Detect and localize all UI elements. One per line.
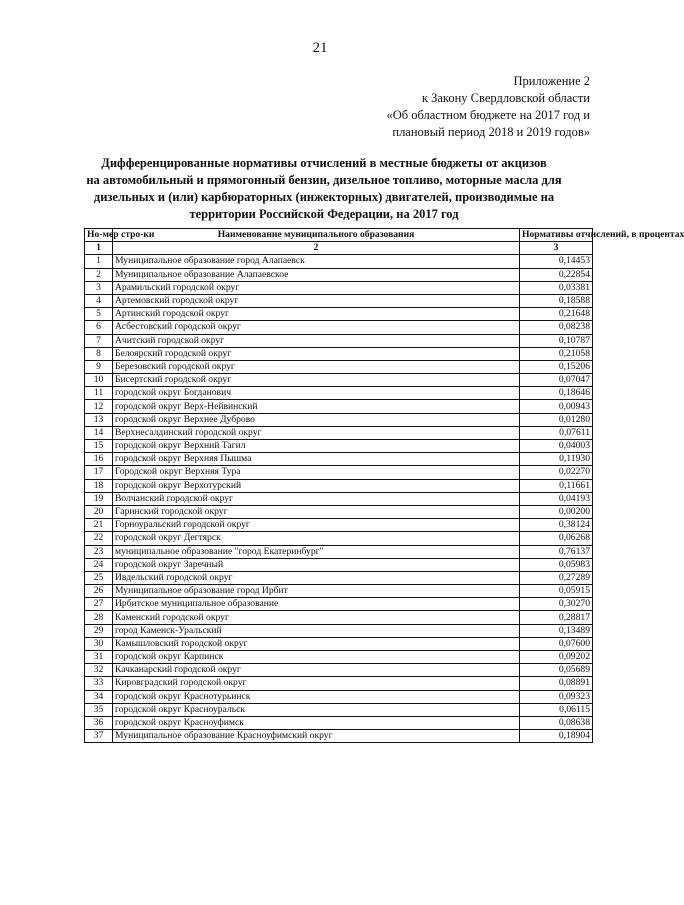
municipality-name: Верхнесалдинский городской округ xyxy=(113,426,520,439)
norm-value: 0,13489 xyxy=(520,624,593,637)
table-body xyxy=(85,255,593,743)
norm-value: 0,04003 xyxy=(520,440,593,453)
municipality-name: городской округ Богданович xyxy=(113,387,520,400)
municipality-name: городской округ Заречный xyxy=(113,558,520,571)
norm-value: 0,11930 xyxy=(520,453,593,466)
column-number-row xyxy=(85,242,593,255)
row-number: 13 xyxy=(85,413,113,426)
table-row xyxy=(85,519,593,532)
norm-value: 0,27289 xyxy=(520,571,593,584)
row-number: 11 xyxy=(85,387,113,400)
row-number: 6 xyxy=(85,321,113,334)
norm-value: 0,07600 xyxy=(520,637,593,650)
table-row xyxy=(85,440,593,453)
municipality-name: городской округ Карпинск xyxy=(113,651,520,664)
norm-value: 0,11661 xyxy=(520,479,593,492)
row-number: 7 xyxy=(85,334,113,347)
norm-value: 0,14453 xyxy=(520,255,593,268)
row-number: 14 xyxy=(85,426,113,439)
row-number: 20 xyxy=(85,505,113,518)
table-row xyxy=(85,347,593,360)
norm-value: 0,08638 xyxy=(520,716,593,729)
appendix-line: к Закону Свердловской области xyxy=(421,91,590,105)
municipality-name: Березовский городской округ xyxy=(113,360,520,373)
municipality-name: городской округ Дегтярск xyxy=(113,532,520,545)
appendix-block xyxy=(386,73,590,141)
norm-value: 0,09202 xyxy=(520,651,593,664)
title-line: на автомобильный и прямогонный бензин, дизельное топливо, моторные масла для xyxy=(86,173,562,187)
norm-value: 0,07611 xyxy=(520,426,593,439)
table-row xyxy=(85,387,593,400)
appendix-line: Приложение 2 xyxy=(513,74,590,88)
table-row xyxy=(85,479,593,492)
page-number: 21 xyxy=(312,40,328,56)
norm-value: 0,28817 xyxy=(520,611,593,624)
row-number: 18 xyxy=(85,479,113,492)
norm-value: 0,07047 xyxy=(520,374,593,387)
norm-value: 0,21648 xyxy=(520,308,593,321)
norm-value: 0,00943 xyxy=(520,400,593,413)
municipality-name: Муниципальное образование город Ирбит xyxy=(113,585,520,598)
row-number: 12 xyxy=(85,400,113,413)
table-row xyxy=(85,703,593,716)
row-number: 27 xyxy=(85,598,113,611)
table-header-row xyxy=(85,229,593,242)
header-row-number: Но-мер стро-ки xyxy=(85,229,113,242)
municipality-name: Бисертский городской округ xyxy=(113,374,520,387)
norm-value: 0,04193 xyxy=(520,492,593,505)
row-number: 3 xyxy=(85,281,113,294)
header-norm-percent: Нормативы отчислений, в процентах xyxy=(520,229,593,242)
table-row xyxy=(85,730,593,743)
row-number: 36 xyxy=(85,716,113,729)
norm-value: 0,05983 xyxy=(520,558,593,571)
norm-value: 0,06268 xyxy=(520,532,593,545)
table-row xyxy=(85,664,593,677)
row-number: 19 xyxy=(85,492,113,505)
table-row xyxy=(85,466,593,479)
municipality-name: городской округ Красноуральск xyxy=(113,703,520,716)
row-number: 17 xyxy=(85,466,113,479)
municipality-name: Муниципальное образование Красноуфимский округ xyxy=(113,730,520,743)
municipality-name: Качканарский городской округ xyxy=(113,664,520,677)
norm-value: 0,18646 xyxy=(520,387,593,400)
norm-value: 0,22854 xyxy=(520,268,593,281)
municipality-name: Кировградский городской округ xyxy=(113,677,520,690)
municipality-name: городской округ Верхний Тагил xyxy=(113,440,520,453)
table-row xyxy=(85,624,593,637)
norm-value: 0,06115 xyxy=(520,703,593,716)
norm-value: 0,01280 xyxy=(520,413,593,426)
table-row xyxy=(85,308,593,321)
row-number: 22 xyxy=(85,532,113,545)
norm-value: 0,05689 xyxy=(520,664,593,677)
table-row xyxy=(85,321,593,334)
table-row xyxy=(85,413,593,426)
municipality-name: городской округ Верхотурский xyxy=(113,479,520,492)
table-row xyxy=(85,690,593,703)
norm-value: 0,18904 xyxy=(520,730,593,743)
municipality-name: Каменский городской округ xyxy=(113,611,520,624)
row-number: 2 xyxy=(85,268,113,281)
norm-value: 0,08891 xyxy=(520,677,593,690)
norm-value: 0,30270 xyxy=(520,598,593,611)
row-number: 34 xyxy=(85,690,113,703)
municipality-name: городской округ Верхняя Пышма xyxy=(113,453,520,466)
norm-value: 0,15206 xyxy=(520,360,593,373)
norm-value: 0,76137 xyxy=(520,545,593,558)
row-number: 29 xyxy=(85,624,113,637)
municipality-name: городской округ Верхнее Дуброво xyxy=(113,413,520,426)
municipality-name: Белоярский городской округ xyxy=(113,347,520,360)
header-municipality-name: Наименование муниципального образования xyxy=(113,229,520,242)
table-row xyxy=(85,637,593,650)
document-title xyxy=(60,155,588,223)
municipality-name: Артинский городской округ xyxy=(113,308,520,321)
municipality-name: городской округ Верх-Нейвинский xyxy=(113,400,520,413)
table-row xyxy=(85,585,593,598)
row-number: 28 xyxy=(85,611,113,624)
table-row xyxy=(85,532,593,545)
table-row xyxy=(85,374,593,387)
title-line: Дифференцированные нормативы отчислений в местные бюджеты от акцизов xyxy=(101,156,547,170)
row-number: 9 xyxy=(85,360,113,373)
municipality-name: Ачитский городской округ xyxy=(113,334,520,347)
municipality-name: муниципальное образование "город Екатеринбург" xyxy=(113,545,520,558)
table-row xyxy=(85,505,593,518)
row-number: 33 xyxy=(85,677,113,690)
municipality-name: Ивдельский городской округ xyxy=(113,571,520,584)
municipality-name: Муниципальное образование город Алапаевск xyxy=(113,255,520,268)
row-number: 32 xyxy=(85,664,113,677)
row-number: 1 xyxy=(85,255,113,268)
table-row xyxy=(85,453,593,466)
municipality-name: городской округ Красноуфимск xyxy=(113,716,520,729)
table-row xyxy=(85,716,593,729)
row-number: 10 xyxy=(85,374,113,387)
table-row xyxy=(85,255,593,268)
column-number: 3 xyxy=(520,242,593,255)
column-number: 1 xyxy=(85,242,113,255)
row-number: 30 xyxy=(85,637,113,650)
table-row xyxy=(85,268,593,281)
row-number: 15 xyxy=(85,440,113,453)
table-row xyxy=(85,677,593,690)
norm-value: 0,09323 xyxy=(520,690,593,703)
table-row xyxy=(85,558,593,571)
norm-value: 0,08238 xyxy=(520,321,593,334)
table-row xyxy=(85,400,593,413)
row-number: 25 xyxy=(85,571,113,584)
table-row xyxy=(85,334,593,347)
title-line: территории Российской Федерации, на 2017 год xyxy=(189,207,459,221)
table-row xyxy=(85,571,593,584)
table-row xyxy=(85,611,593,624)
title-line: дизельных и (или) карбюраторных (инжекторных) двигателей, производимые на xyxy=(93,190,555,204)
municipality-name: Арамильский городской округ xyxy=(113,281,520,294)
row-number: 23 xyxy=(85,545,113,558)
norm-value: 0,03381 xyxy=(520,281,593,294)
municipality-name: город Каменск-Уральский xyxy=(113,624,520,637)
municipality-name: Артемовский городской округ xyxy=(113,294,520,307)
row-number: 16 xyxy=(85,453,113,466)
table-row xyxy=(85,598,593,611)
row-number: 24 xyxy=(85,558,113,571)
norm-value: 0,02270 xyxy=(520,466,593,479)
row-number: 31 xyxy=(85,651,113,664)
row-number: 21 xyxy=(85,519,113,532)
table-row xyxy=(85,651,593,664)
norm-value: 0,21058 xyxy=(520,347,593,360)
municipality-name: Волчанский городской округ xyxy=(113,492,520,505)
norm-value: 0,00200 xyxy=(520,505,593,518)
row-number: 4 xyxy=(85,294,113,307)
table-row xyxy=(85,545,593,558)
municipality-name: Камышловский городской округ xyxy=(113,637,520,650)
table-row xyxy=(85,281,593,294)
row-number: 37 xyxy=(85,730,113,743)
norm-value: 0,05915 xyxy=(520,585,593,598)
table-row xyxy=(85,294,593,307)
municipality-name: Муниципальное образование Алапаевское xyxy=(113,268,520,281)
row-number: 35 xyxy=(85,703,113,716)
norm-value: 0,38124 xyxy=(520,519,593,532)
appendix-line: «Об областном бюджете на 2017 год и xyxy=(386,108,590,122)
municipality-name: городской округ Краснотурьинск xyxy=(113,690,520,703)
norms-table xyxy=(84,228,684,743)
appendix-line: плановый период 2018 и 2019 годов» xyxy=(392,125,590,139)
municipality-name: Гаринский городской округ xyxy=(113,505,520,518)
municipality-name: Городской округ Верхняя Тура xyxy=(113,466,520,479)
norm-value: 0,10787 xyxy=(520,334,593,347)
table-row xyxy=(85,360,593,373)
table-row xyxy=(85,426,593,439)
municipality-name: Ирбитское муниципальное образование xyxy=(113,598,520,611)
row-number: 8 xyxy=(85,347,113,360)
table-row xyxy=(85,492,593,505)
row-number: 26 xyxy=(85,585,113,598)
municipality-name: Горноуральский городской округ xyxy=(113,519,520,532)
norm-value: 0,18588 xyxy=(520,294,593,307)
row-number: 5 xyxy=(85,308,113,321)
municipality-name: Асбестовский городской округ xyxy=(113,321,520,334)
column-number: 2 xyxy=(113,242,520,255)
